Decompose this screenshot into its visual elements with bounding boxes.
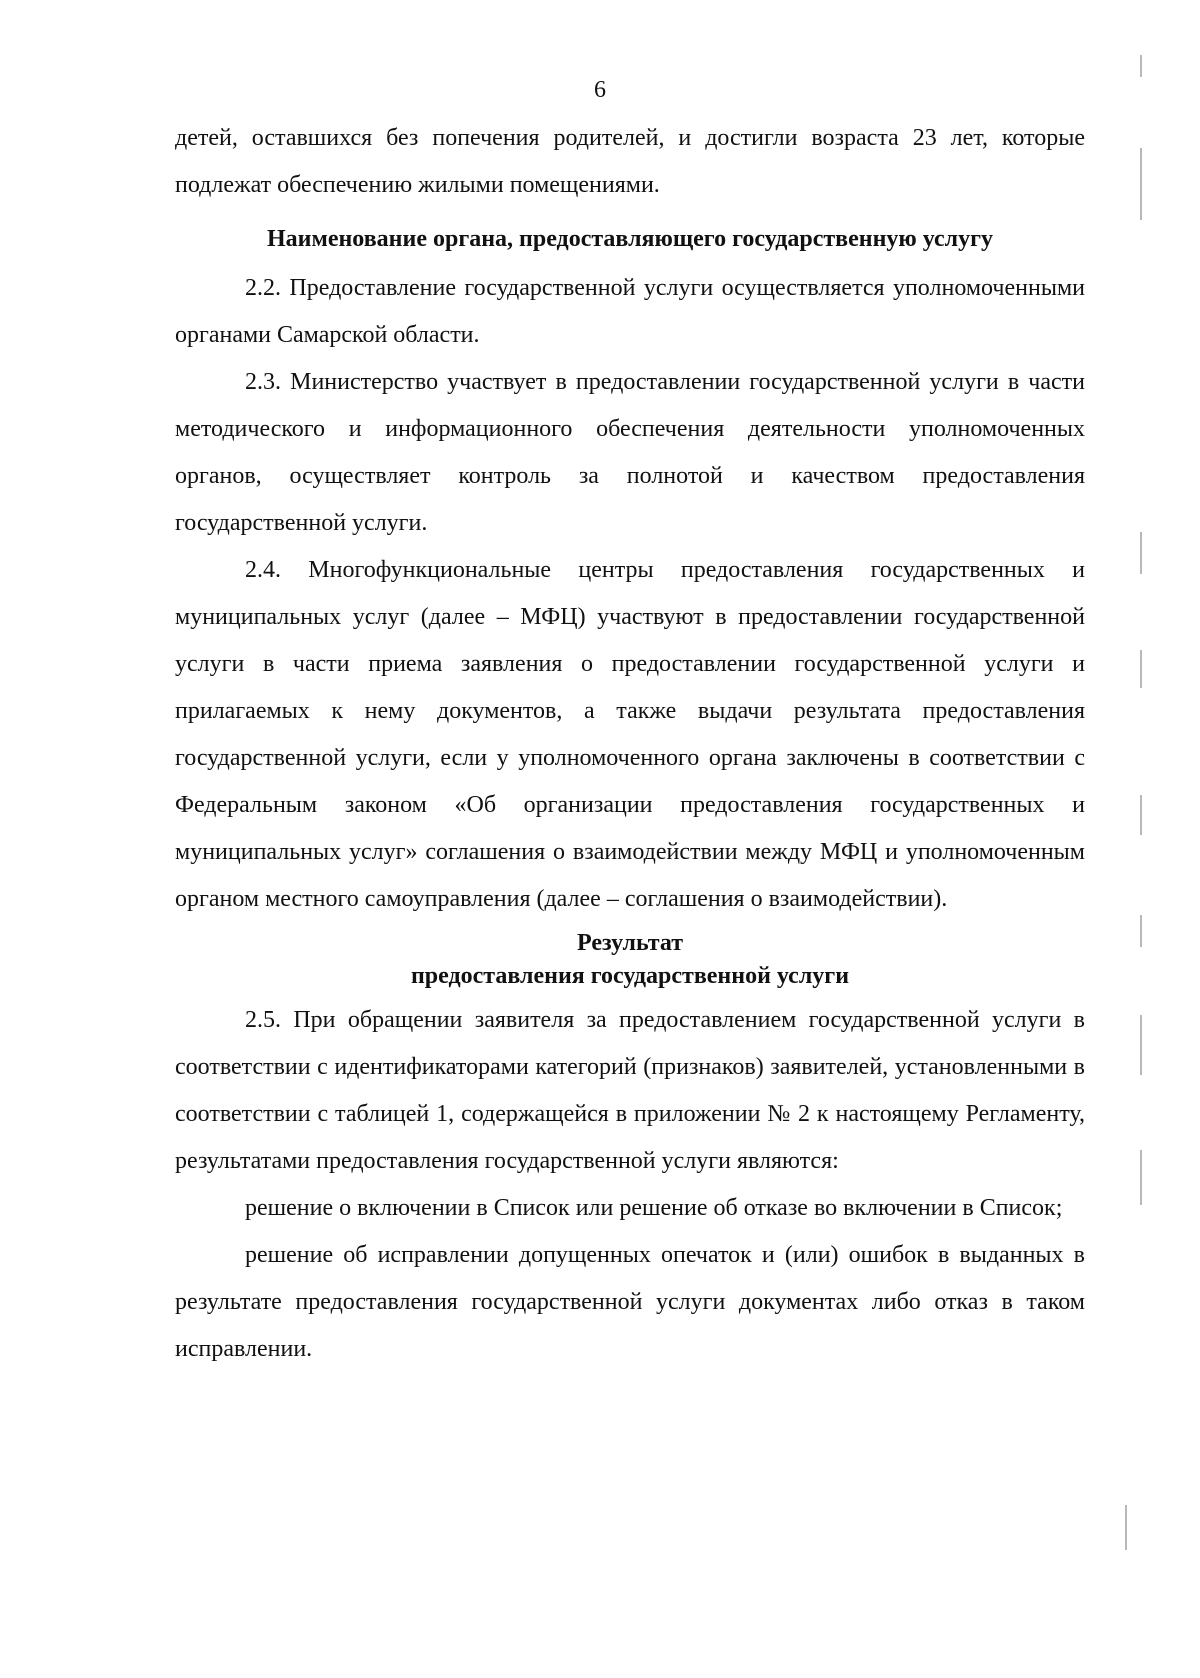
result-item-1: решение о включении в Список или решение об отказе во включении в Список; <box>245 1195 1063 1221</box>
scan-edge-mark <box>1140 148 1142 220</box>
scan-edge-mark <box>1140 915 1142 947</box>
paragraph-2-5: 2.5. При обращении заявителя за предоставлением государственной услуги в соответствии с идентификаторами категорий (признаков) заявителей, установленными в соответствии с таблицей 1, содержащейся в приложении № 2 к настоящему Регламенту, результатами предоставления государственной услуги являются: <box>175 1007 1085 1174</box>
document-body <box>175 115 1085 1373</box>
section-heading-authority: Наименование органа, предоставляющего государственную услугу <box>266 226 994 252</box>
section-heading-result-line2: предоставления государственной услуги <box>410 963 850 989</box>
result-item-2: решение об исправлении допущенных опечаток и (или) ошибок в выданных в результате предоставления государственной услуги документах либо отказ в таком исправлении. <box>175 1242 1085 1362</box>
scan-edge-mark <box>1140 55 1142 77</box>
paragraph-2-4: 2.4. Многофункциональные центры предоставления государственных и муниципальных услуг (далее – МФЦ) участвуют в предоставлении государственной услуги в части приема заявления о предоставлении государственной услуги и прилагаемых к нему документов, а также выдачи результата предоставления государственной услуги, если у уполномоченного органа заключены в соответствии с Федеральным законом «Об организации предоставления государственных и муниципальных услуг» соглашения о взаимодействии между МФЦ и уполномоченным органом местного самоуправления (далее – соглашения о взаимодействии). <box>175 557 1085 912</box>
scan-edge-mark <box>1140 795 1142 835</box>
paragraph-2-3: 2.3. Министерство участвует в предоставлении государственной услуги в части методического и информационного обеспечения деятельности уполномоченных органов, осуществляет контроль за полнотой и качеством предоставления государственной услуги. <box>175 369 1085 536</box>
scan-edge-mark <box>1140 1015 1142 1075</box>
continuation-paragraph: детей, оставшихся без попечения родителей, и достигли возраста 23 лет, которые подлежат обеспечению жилыми помещениями. <box>175 125 1085 198</box>
scan-edge-mark <box>1140 1150 1142 1205</box>
paragraph-2-2: 2.2. Предоставление государственной услуги осуществляется уполномоченными органами Самарской области. <box>175 275 1085 348</box>
scan-edge-mark <box>1125 1505 1127 1550</box>
section-heading-result-line1: Результат <box>576 930 684 956</box>
section-heading-result <box>175 927 1085 993</box>
page-number: 6 <box>594 77 606 103</box>
scan-edge-mark <box>1140 650 1142 688</box>
scan-edge-mark <box>1140 532 1142 574</box>
